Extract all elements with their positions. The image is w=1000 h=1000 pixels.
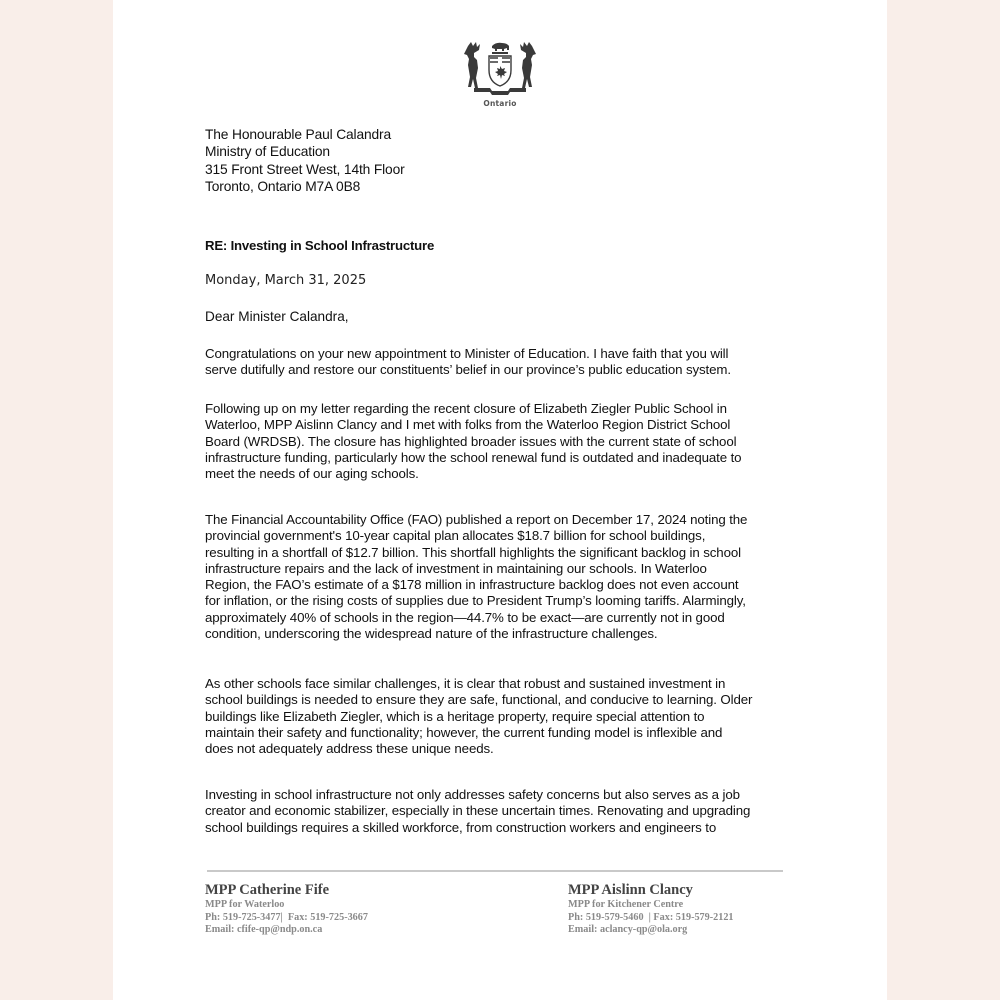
paragraph-line: condition, underscoring the widespread nature of the infrastructure challenges. bbox=[205, 626, 658, 642]
signatory-phone-fax: Ph: 519-725-3477| Fax: 519-725-3667 bbox=[205, 911, 368, 923]
signatory-name: MPP Catherine Fife bbox=[205, 882, 330, 898]
recipient-address bbox=[205, 126, 805, 196]
signatory-name: MPP Aislinn Clancy bbox=[568, 882, 693, 898]
signatory-riding: MPP for Kitchener Centre bbox=[568, 899, 684, 910]
paragraph-1 bbox=[205, 346, 801, 379]
paragraph-line: Following up on my letter regarding the recent closure of Elizabeth Ziegler Public School in bbox=[205, 401, 727, 416]
paragraph-line: Waterloo, MPP Aislinn Clancy and I met with folks from the Waterloo Region District School bbox=[205, 417, 731, 433]
letter-date: Monday, March 31, 2025 bbox=[205, 273, 367, 288]
paragraph-line: creator and economic stabilizer, especially in these uncertain times. Renovating and upgrading bbox=[205, 803, 751, 819]
paragraph-line: Board (WRDSB). The closure has highlighted broader issues with the current state of school bbox=[205, 433, 737, 449]
paragraph-line: for inflation, or the rising costs of supplies due to President Trump’s looming tariffs. Alarmingly, bbox=[205, 593, 746, 609]
paragraph-3 bbox=[205, 512, 801, 642]
paragraph-line: Congratulations on your new appointment to Minister of Education. I have faith that you will bbox=[205, 346, 729, 361]
recipient-ministry: Ministry of Education bbox=[205, 144, 330, 160]
paragraph-line: school buildings requires a skilled workforce, from construction workers and engineers to bbox=[205, 819, 717, 835]
signatory-email: Email: cfife-qp@ndp.on.ca bbox=[205, 924, 323, 936]
salutation: Dear Minister Calandra, bbox=[205, 309, 349, 324]
paragraph-line: school buildings is needed to ensure they are safe, functional, and conducive to learning. Older bbox=[205, 692, 753, 708]
paragraph-line: buildings like Elizabeth Ziegler, which is a heritage property, require special attention to bbox=[205, 708, 705, 724]
paragraph-line: serve dutifully and restore our constituents’ belief in our province’s public education system. bbox=[205, 362, 731, 378]
paragraph-line: Region, the FAO’s estimate of a $178 million in infrastructure backlog does not even account bbox=[205, 577, 739, 593]
signatory-riding: MPP for Waterloo bbox=[205, 899, 285, 910]
paragraph-line: provincial government's 10-year capital plan allocates $18.7 billion for school buildings, bbox=[205, 528, 706, 544]
signatory-phone-fax: Ph: 519-579-5460 | Fax: 519-579-2121 bbox=[568, 911, 734, 923]
recipient-name: The Honourable Paul Calandra bbox=[205, 127, 392, 142]
paragraph-4 bbox=[205, 676, 801, 757]
paragraph-line: The Financial Accountability Office (FAO) published a report on December 17, 2024 noting the bbox=[205, 512, 748, 527]
signatory-fife bbox=[205, 881, 368, 937]
paragraph-line: resulting in a shortfall of $12.7 billion. This shortfall highlights the significant backlog in school bbox=[205, 544, 741, 560]
paragraph-line: does not adequately address these unique needs. bbox=[205, 741, 494, 757]
paragraph-line: As other schools face similar challenges, it is clear that robust and sustained investment in bbox=[205, 676, 726, 691]
paragraph-5 bbox=[205, 787, 801, 836]
paragraph-line: maintain their safety and functionality; however, the current funding model is inflexible and bbox=[205, 724, 723, 740]
recipient-city: Toronto, Ontario M7A 0B8 bbox=[205, 179, 361, 195]
signatory-clancy bbox=[568, 881, 734, 937]
paragraph-line: approximately 40% of schools in the region—44.7% to be exact—are currently not in good bbox=[205, 609, 725, 625]
signatory-email: Email: aclancy-qp@ola.org bbox=[568, 924, 688, 936]
paragraph-line: infrastructure repairs and the lack of investment in maintaining our schools. In Waterloo bbox=[205, 560, 707, 576]
recipient-street: 315 Front Street West, 14th Floor bbox=[205, 161, 405, 177]
crest-label: Ontario bbox=[483, 99, 517, 108]
subject-line: RE: Investing in School Infrastructure bbox=[205, 238, 435, 253]
paragraph-line: infrastructure funding, particularly how the school renewal fund is outdated and inadequate to bbox=[205, 449, 742, 465]
paragraph-2 bbox=[205, 401, 801, 482]
paragraph-line: meet the needs of our aging schools. bbox=[205, 466, 419, 482]
paragraph-line: Investing in school infrastructure not only addresses safety concerns but also serves as a job bbox=[205, 787, 740, 802]
footer-divider bbox=[207, 870, 783, 872]
